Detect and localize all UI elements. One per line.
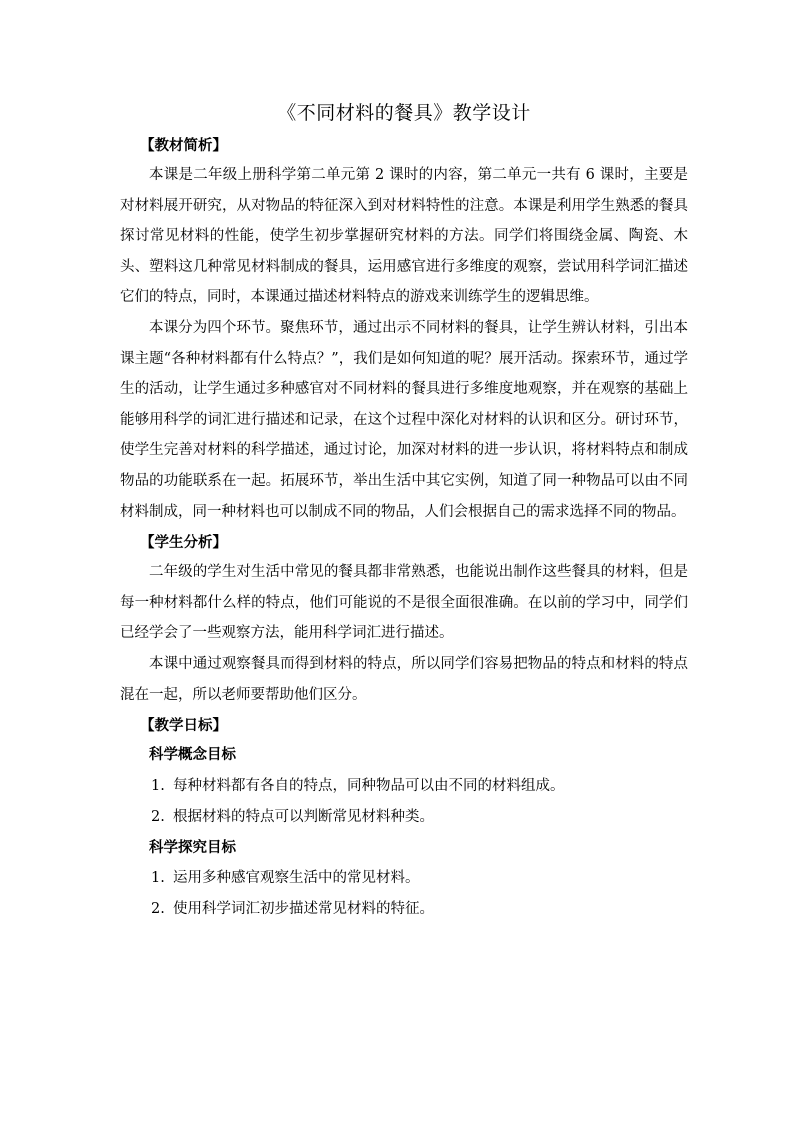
subheading-concept-goals: 科学概念目标 (149, 746, 236, 764)
subheading-inquiry-goals: 科学探究目标 (149, 838, 236, 856)
list-item-number: 1. (151, 777, 165, 794)
paragraph: 二年级的学生对生活中常见的餐具都非常熟悉，也能说出制作这些餐具的材料，但是每一种材料都什么样的特点，他们可能说的不是很全面很准确。在以前的学习中，同学们已经学会了一些观察方法，能用科学词汇进行描述。 (120, 564, 688, 642)
list-item-number: 2. (151, 901, 165, 918)
list-item-number: 1. (151, 870, 165, 887)
paragraph: 本课中通过观察餐具而得到材料的特点，所以同学们容易把物品的特点和材料的特点混在一起，所以老师要帮助他们区分。 (120, 655, 688, 703)
section-heading-teaching-goals: 【教学日标】 (140, 717, 227, 735)
list-item-text: 根据材料的特点可以判断常见材料种类。 (173, 808, 434, 825)
list-item (151, 802, 688, 833)
section-heading-textbook-analysis: 【教材简析】 (140, 137, 227, 154)
paragraph: 本课是二年级上册科学第二单元第 2 课时的内容，第二单元一共有 6 课时，主要是对材料展开研究，从对物品的特征深入到对材料特性的注意。本课是利用学生熟悉的餐具探讨常见材料的性能，使学生初步掌握研究材料的方法。同学们将围绕金属、陶瓷、木头、塑料这几种常见材料制成的餐具，运用感官进行多维度的观察，尝试用科学词汇描述它们的特点，同时，本课通过描述材料特点的游戏来训练学生的逻辑思维。 (120, 167, 688, 306)
list-item (151, 863, 688, 894)
list-item-text: 每种材料都有各自的特点，同种物品可以由不同的材料组成。 (173, 777, 565, 794)
list-item-number: 2. (151, 808, 165, 825)
list-item (151, 894, 688, 925)
list-item-text: 运用多种感官观察生活中的常见材料。 (173, 870, 420, 887)
section-heading-student-analysis: 【学生分析】 (140, 534, 227, 552)
paragraph: 本课分为四个环节。聚焦环节，通过出示不同材料的餐具，让学生辨认材料，引出本课主题“各种材料都有什么特点？”，我们是如何知道的呢？展开活动。探索环节，通过学生的活动，让学生通过多种感官对不同材料的餐具进行多维度地观察，并在观察的基础上能够用科学的词汇进行描述和记录，在这个过程中深化对材料的认识和区分。研讨环节，使学生完善对材料的科学描述，通过讨论，加深对材料的进一步认识，将材料特点和制成物品的功能联系在一起。拓展环节，举出生活中其它实例，知道了同一种物品可以由不同材料制成，同一种材料也可以制成不同的物品，人们会根据自己的需求选择不同的物品。 (120, 319, 688, 520)
list-item (151, 771, 688, 802)
document-title: 《不同材料的餐具》教学设计 (277, 102, 531, 124)
list-item-text: 使用科学词汇初步描述常见材料的特征。 (173, 901, 434, 918)
document-page (120, 98, 688, 925)
